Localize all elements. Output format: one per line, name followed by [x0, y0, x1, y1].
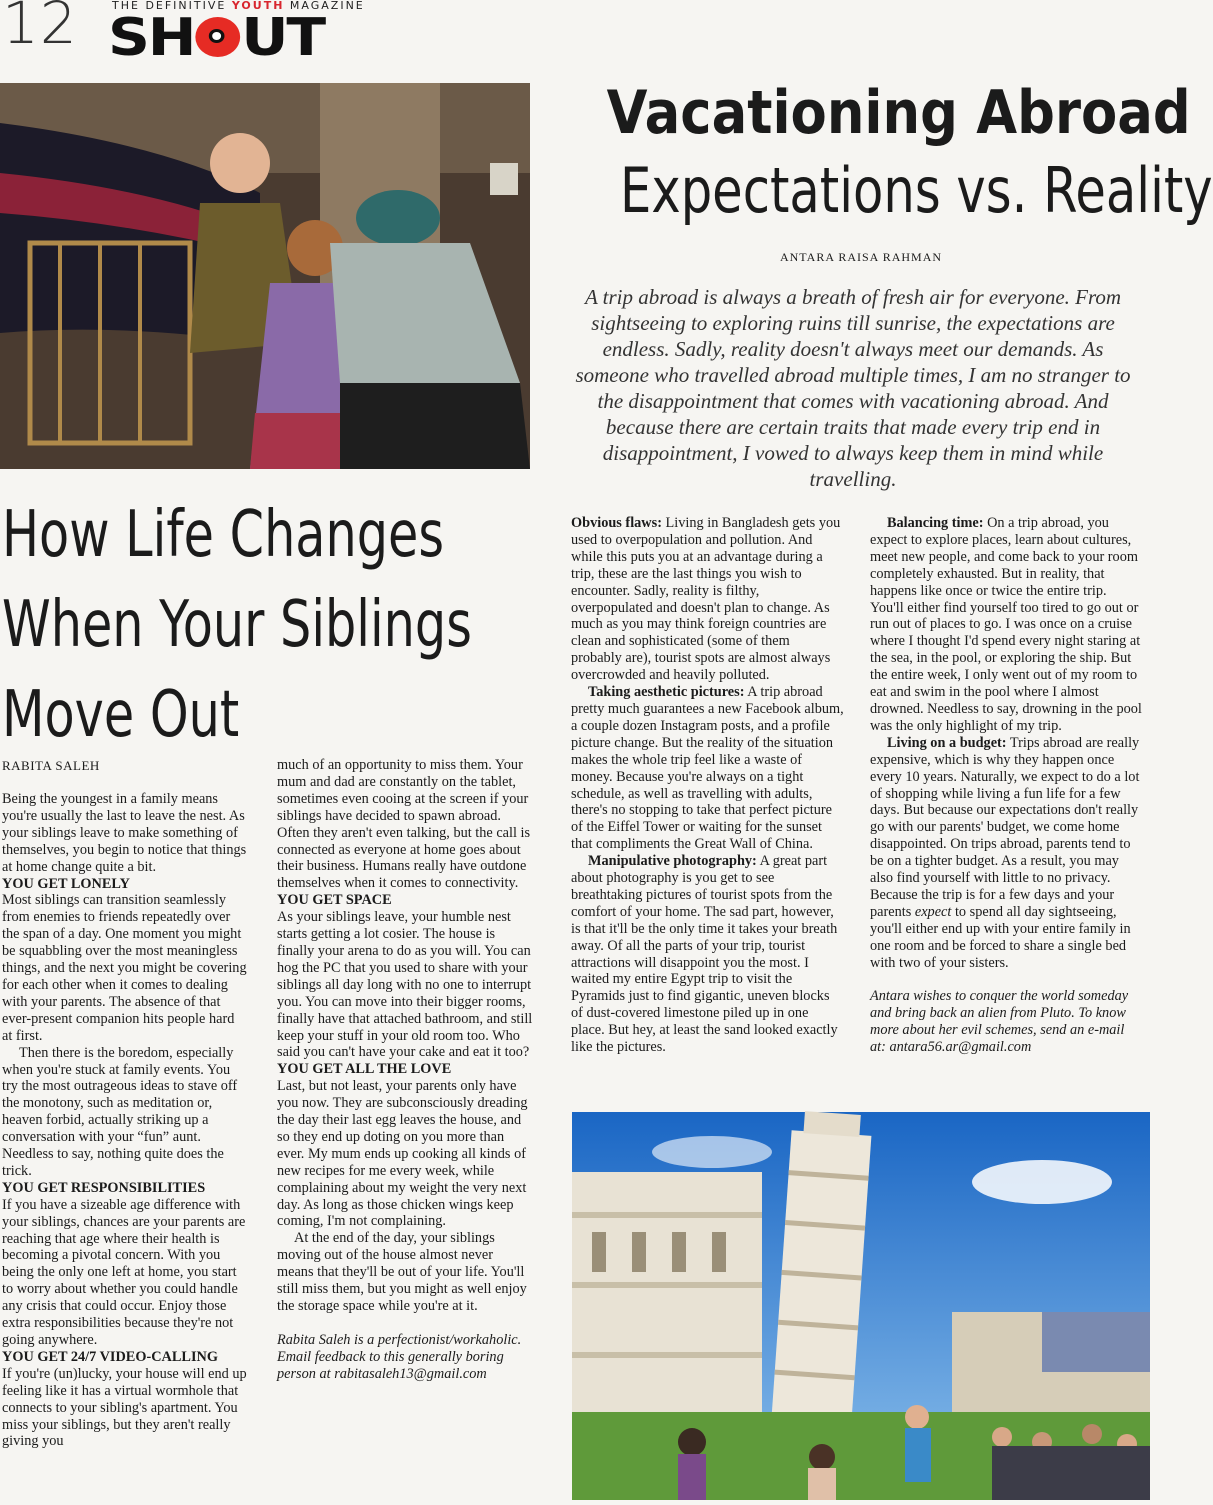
vacation-byline: ANTARA RAISA RAHMAN — [779, 250, 943, 264]
paragraph — [571, 684, 844, 853]
paragraph: Most siblings can transition seamlessly from enemies to friends repeatedly over the span of a day. One moment you might be squabbling over the most meaningless things, and the next you might be covering for each other when it comes to dealing with your parents. The absence of that ever-present companion hits people hard at first. — [2, 892, 247, 1044]
siblings-column-1 — [2, 791, 248, 1450]
tagline-post: MAGAZINE — [284, 0, 365, 12]
vacation-subheadline: Expectations vs. Reality — [620, 154, 1213, 227]
paragraph-lead: Taking aesthetic pictures: — [588, 684, 745, 701]
paragraph-lead: Living on a budget: — [887, 734, 1007, 751]
photo-pisa-illustration — [572, 1112, 1150, 1500]
paragraph-text: On a trip abroad, you expect to explore places, learn about cultures, meet new people, and come back to your room completely exhausted. But in reality, that happens like once or twice the entire trip. You'll either find yourself too tired to go out or run out of places to go. I was once on a cruise where I thought I'd spend every night staring at the sea, in the pool, or exploring the ship. But the entire week, I only went out of my room to eat and swim in the pool where I almost drowned. Needless to say, drowning in the pool was the only highlight of my trip. — [870, 515, 1142, 734]
brand-logo-text-end: UT — [241, 8, 324, 68]
brand-logo-text-start: SH — [108, 8, 195, 68]
paragraph-text: Living in Bangladesh gets you used to overpopulation and pollution. And while this puts you at an advantage during a trip, these are the last things you wish to encounter. Sadly, reality is filthy, overpopulated and doesn't plan to change. As much as you may think foreign countries are clean and sophisticated (some of them probably are), tourist spots are almost always overcrowded and heavily polluted. — [571, 515, 841, 684]
siblings-headline — [2, 490, 472, 760]
paragraph-lead: Obvious flaws: — [571, 515, 662, 531]
author-note: Antara wishes to conquer the world someday and bring back an alien from Pluto. To know more about her evil schemes, send an e-mail at: antara56.ar@gmail.com — [870, 988, 1129, 1056]
photo-siblings-illustration — [0, 83, 530, 469]
tagline-highlight: YOUTH — [231, 0, 285, 12]
paragraph — [571, 515, 844, 684]
paragraph: much of an opportunity to miss them. Your mum and dad are constantly on the tablet, sometimes even cooing at the screen if your siblings have decided to spawn abroad. Often they aren't even talking, but the call is connected as everyone at home goes about their business. Humans really have outdone themselves when it comes to connectivity. — [277, 757, 531, 892]
page-number: 12 — [2, 0, 78, 57]
tagline-pre: THE DEFINITIVE — [112, 0, 232, 12]
section-heading: YOU GET LONELY — [2, 875, 130, 892]
paragraph-text-end: to spend all day sightseeing, you'll either end up with your entire family in one room and be forced to share a single bed with two of your sisters. — [870, 903, 1131, 971]
vacation-headline: Vacationing Abroad — [606, 78, 1191, 148]
paragraph: If you have a sizeable age difference with your siblings, chances are your parents are reaching that age where their health is becoming a pivotal concern. With you being the only one left at home, you start to worry about whether you could handle any crisis that could occur. Enjoy those extra responsibilities because they're not going anywhere. — [2, 1196, 246, 1348]
section-heading: YOU GET ALL THE LOVE — [277, 1061, 452, 1078]
paragraph — [870, 735, 1142, 972]
paragraph — [870, 515, 1142, 735]
section-heading: YOU GET RESPONSIBILITIES — [2, 1179, 206, 1196]
siblings-column-2 — [277, 757, 533, 1383]
paragraph — [571, 853, 844, 1056]
author-note: Rabita Saleh is a perfectionist/workaholic. Email feedback to this generally boring person at rabitasaleh13@gmail.com — [277, 1331, 522, 1382]
section-heading: YOU GET SPACE — [277, 892, 392, 909]
brand-logo — [108, 8, 324, 68]
vacation-column-2 — [870, 515, 1142, 1056]
paragraph-emphasis: expect — [914, 903, 952, 920]
paragraph: If you're (un)lucky, your house will end up feeling like it has a virtual wormhole that connects to your sibling's apartment. You miss your siblings, but they aren't really giving you — [2, 1365, 247, 1450]
paragraph: As your siblings leave, your humble nest starts getting a lot cosier. The house is finally your arena to do as you will. You can hog the PC that you used to share with your siblings all day long with no one to interrupt you. You can move into their bigger rooms, finally have that attached bathroom, and still keep your stuff in your old room too. Who said you can't have your cake and eat it too? — [277, 909, 533, 1061]
vacation-intro: A trip abroad is always a breath of fresh air for everyone. From sightseeing to exploring ruins till sunrise, the expectations are endless. Sadly, reality doesn't always meet our demands. As someone who travelled abroad multiple times, I am no stranger to the disappointment that comes with vacationing abroad. And because there are certain traits that made every trip end in disappointment, I vowed to always keep them in mind while travelling. — [575, 285, 1131, 491]
paragraph: Being the youngest in a family means you're usually the last to leave the nest. As your siblings leave to make something of themselves, you begin to notice that things at home change quite a bit. — [2, 791, 247, 875]
paragraph: Then there is the boredom, especially when you're stuck at family events. You try the most outrageous ideas to stave off the monotony, such as meditation or, heaven forbid, actually striking up a conversation with your “fun” aunt. Needless to say, nothing quite does the trick. — [2, 1044, 238, 1179]
paragraph-lead: Manipulative photography: — [588, 853, 757, 870]
photo-leaning-tower-pisa — [572, 1112, 1150, 1500]
section-heading: YOU GET 24/7 VIDEO-CALLING — [2, 1348, 218, 1365]
siblings-headline-line-3: Move Out — [2, 678, 240, 752]
siblings-byline: RABITA SALEH — [2, 758, 100, 773]
siblings-headline-line-1: How Life Changes — [2, 498, 445, 572]
siblings-headline-line-2: When Your Siblings — [2, 588, 472, 662]
paragraph-text: Trips abroad are really expensive, which is why they happen once every 10 years. Naturally, we expect to do a lot of shopping while living a fun life for a few days. But because our expectations don't really go with our parents' budget, we come home disappointed. On trips abroad, parents tend to be on a tighter budget. As a result, you may also find yourself with little to no privacy. Because the trip is for a few days and your parents — [870, 734, 1140, 920]
paragraph-lead: Balancing time: — [887, 515, 984, 531]
paragraph-text: A great part about photography is you get to see breathtaking pictures of tourist spots from the comfort of your home. The sad part, however, is that it'll be the only time it takes your breath away. Of all the parts of your trip, tourist attractions will disappoint you the most. I waited my entire Egypt trip to visit the Pyramids just to find gigantic, uneven blocks of dust-covered limestone piled up in one place. But hey, at least the sand looked exactly like the pictures. — [571, 853, 838, 1056]
vacation-column-1 — [571, 515, 844, 1056]
photo-siblings-station — [0, 83, 530, 469]
target-logo-icon — [195, 17, 240, 57]
paragraph-text: A trip abroad pretty much guarantees a new Facebook album, a couple dozen Instagram posts, and a profile picture change. But the reality of the situation makes the whole trip feel like a waste of money. Because you're always on a tight schedule, as well as travelling with adults, there's no stopping to take that perfect picture of the Eiffel Tower or waiting for the sunset that compliments the Great Wall of China. — [571, 684, 844, 853]
paragraph: Last, but not least, your parents only have you now. They are subconsciously dreading the day their last egg leaves the house, and so they end up doting on you more than ever. My mum ends up cooking all kinds of new recipes for me every week, while complaining about my weight the very next day. As long as those chicken wings keep coming, I'm not complaining. — [277, 1078, 528, 1230]
paragraph: At the end of the day, your siblings moving out of the house almost never means that they'll be out of your life. You'll still miss them, but you might as well enjoy the storage space while you're at it. — [277, 1230, 527, 1314]
